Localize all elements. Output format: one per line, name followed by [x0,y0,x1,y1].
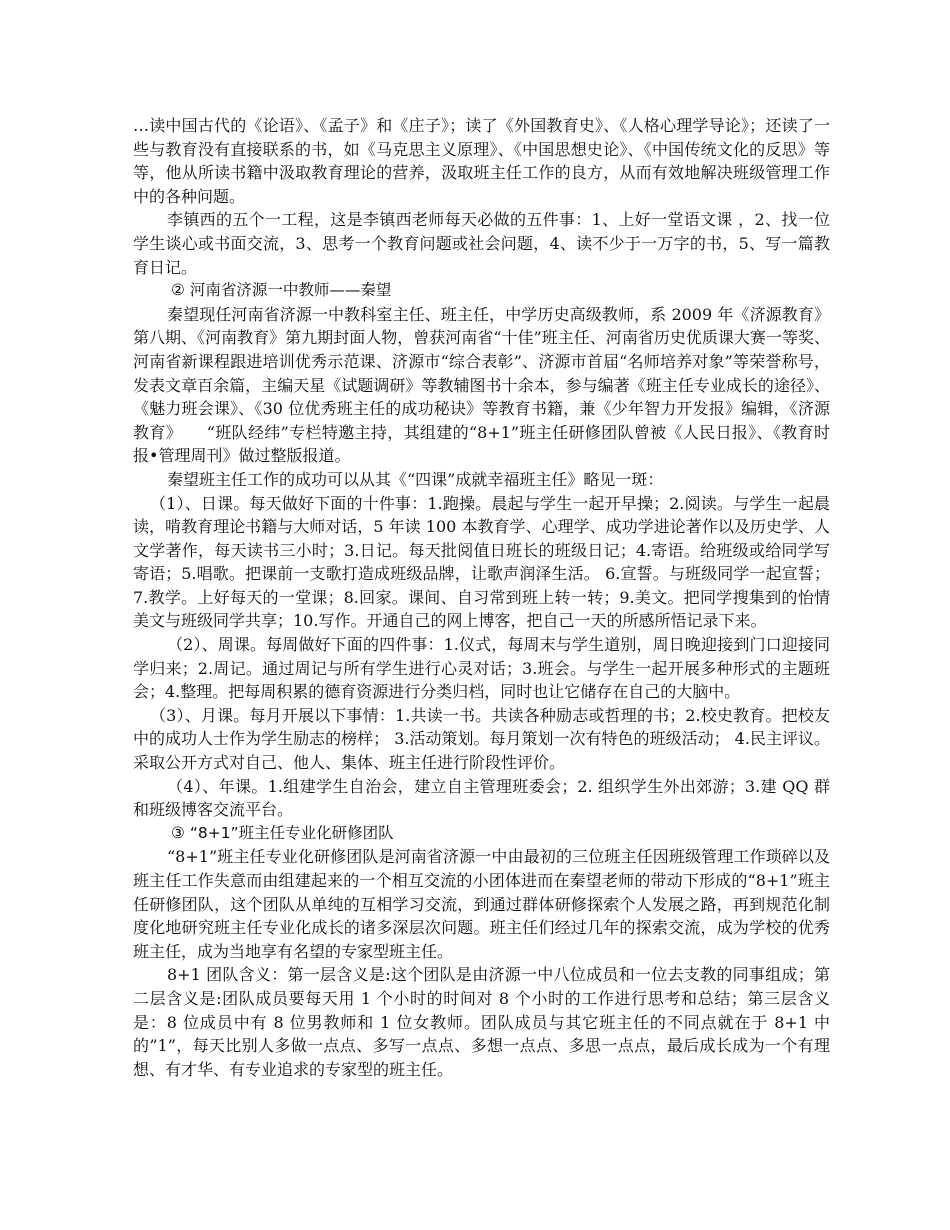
paragraph-five-tasks: 李镇西的五个一工程，这是李镇西老师每天必做的五件事：1、上好一堂语文课 ，2、找一位学生谈心或书面交流，3、思考一个教育问题或社会问题，4、读不少于一万字的书，5、写一篇教育日记。 [133,210,830,277]
paragraph-four-lessons-intro: 秦望班主任工作的成功可以从其《“四课”成就幸福班主任》略见一斑： [167,469,664,489]
paragraph-reading-list: …读中国古代的《论语》、《孟子》和《庄子》；读了《外国教育史》、《人格心理学导论》；还读了一些与教育没有直接联系的书，如《马克思主义原理》、《中国思想史论》、《中国传统文化的反思》等等，他从所读书籍中汲取教育理论的营养，汲取班主任工作的良方，从而有效地解决班级管理工作中的各种问题。 [133,116,830,206]
paragraph-yearly-lesson: （4）、年课。1.组建学生自治会，建立自主管理班委会；2. 组织学生外出郊游；3.建 QQ 群和班级博客交流平台。 [133,776,830,820]
paragraph-team-description: “8+1”班主任专业化研修团队是河南省济源一中由最初的三位班主任因班级管理工作琐碎以及班主任工作失意而由组建起来的一个相互交流的小团体进而在秦望老师的带动下形成的“8+1”班主任研修团队，这个团队从单纯的互相学习交流，到通过群体研修探索个人发展之路，再到规范化制度化地研究班主任专业化成长的诸多深层次问题。班主任们经过几年的探索交流，成为学校的优秀班主任，成为当地享有名望的专家型班主任。 [133,847,830,961]
section-heading-team: ③ “8+1”班主任专业化研修团队 [171,823,394,842]
paragraph-team-meaning: 8+1 团队含义：第一层含义是:这个团队是由济源一中八位成员和一位去支教的同事组成；第二层含义是:团队成员要每天用 1 个小时的时间对 8 个小时的工作进行思考和总结；第三层含义是：8 位成员中有 8 位男教师和 1 位女教师。团队成员与其它班主任的不同点就在于 8+1 中的”1”，每天比别人多做一点点、多写一点点、多想一点点、多思一点点，最后成长成为一个有理想、有才华、有专业追求的专家型的班主任。 [133,965,830,1079]
paragraph-daily-lesson: （1）、日课。每天做好下面的十件事：1.跑操。晨起与学生一起开早操；2.阅读。与学生一起晨读，啃教育理论书籍与大师对话，5 年读 100 本教育学、心理学、成功学进论著作以及历史学、人文学著作，每天读书三小时；3.日记。每天批阅值日班长的班级日记；4.寄语。给班级或给同学写寄语；5.唱歌。把课前一支歌打造成班级品牌，让歌声润泽生活。 6.宣誓。与班级同学一起宣誓；7.教学。上好每天的一堂课；8.回家。课间、自习常到班上转一转；9.美文。把同学搜集到的怡情美文与班级同学共享；10.写作。开通自己的网上博客，把自己一天的所感所悟记录下来。 [133,493,830,631]
paragraph-monthly-lesson: （3）、月课。每月开展以下事情：1.共读一书。共读各种励志或哲理的书；2.校史教育。把校友中的成功人士作为学生励志的榜样； 3.活动策划。每月策划一次有特色的班级活动； 4.民主评议。采取公开方式对自己、他人、集体、班主任进行阶段性评价。 [133,705,830,773]
paragraph-qinwang-bio: 秦望现任河南省济源一中教科室主任、班主任，中学历史高级教师，系 2009 年《济源教育》第八期、《河南教育》第九期封面人物，曾获河南省“十佳”班主任、河南省历史优质课大赛一等奖、河南省新课程跟进培训优秀示范课、济源市“综合表彰”、济源市首届“名师培养对象”等荣誉称号，发表文章百余篇，主编天星《试题调研》等教辅图书十余本，参与编著《班主任专业成长的途径》、《魅力班会课》、《30 位优秀班主任的成功秘诀》等教育书籍，兼《少年智力开发报》编辑，《济源教育》 “班队经纬”专栏特邀主持，其组建的“8+1”班主任研修团队曾被《人民日报》、《教育时报•管理周刊》做过整版报道。 [133,304,830,466]
paragraph-weekly-lesson: （2）、周课。每周做好下面的四件事：1.仪式，每周末与学生道别，周日晚迎接到门口迎接同学归来；2.周记。通过周记与所有学生进行心灵对话；3.班会。与学生一起开展多种形式的主题班会；4.整理。把每周积累的德育资源进行分类归档，同时也让它储存在自己的大脑中。 [133,635,830,702]
document-body [133,114,830,1081]
section-heading-qinwang: ② 河南省济源一中教师——秦望 [171,281,392,300]
